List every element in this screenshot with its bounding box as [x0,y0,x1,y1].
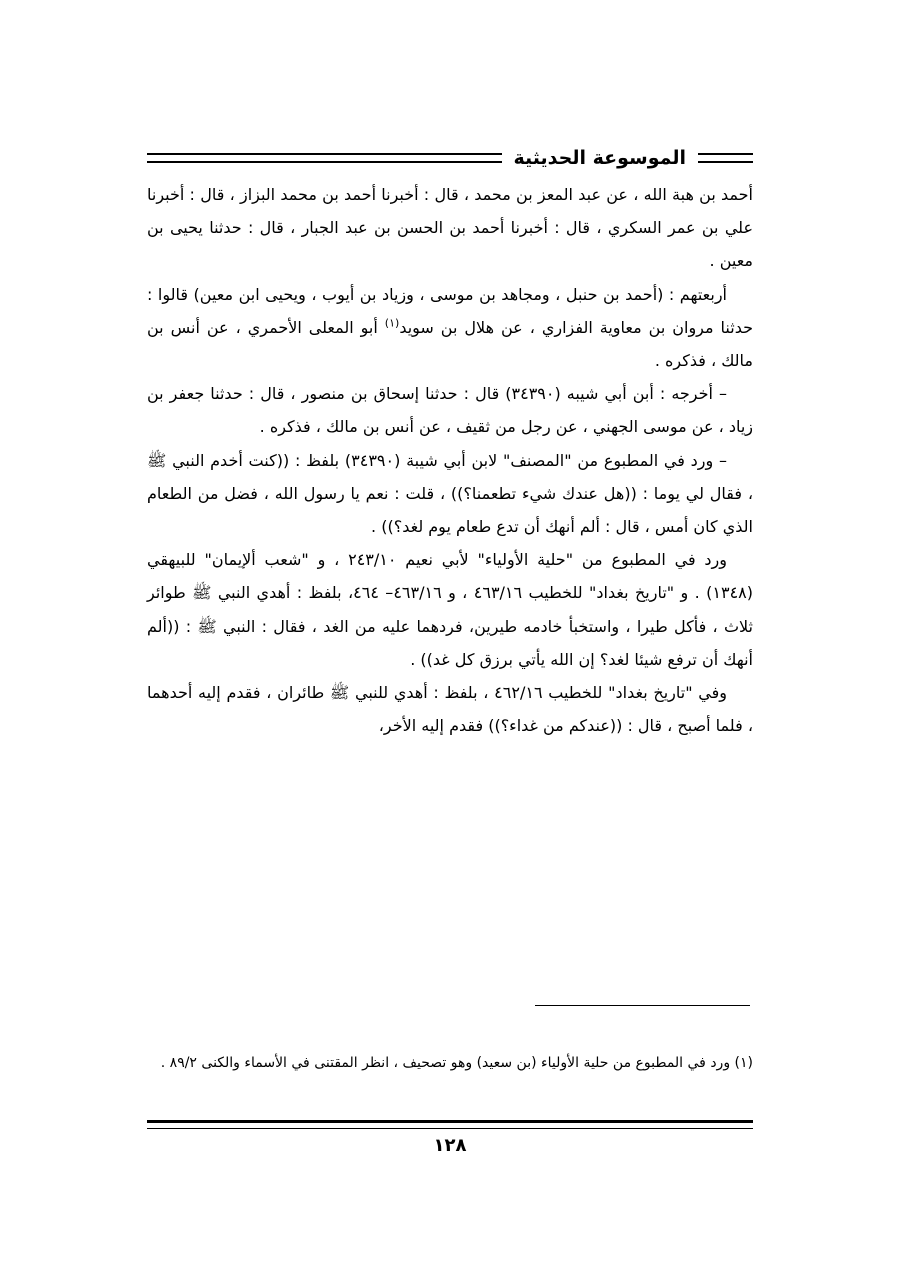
paragraph-1: أحمد بن هبة الله ، عن عبد المعز بن محمد ، قال : أخبرنا أحمد بن محمد البزاز ، قال : أخبرنا علي بن عمر السكري ، قال : أخبرنا أحمد بن الحسن بن عبد الجبار ، قال : حدثنا يحيى بن معين . [147,185,753,271]
footer-rule [147,1120,753,1129]
paragraph-2 [147,278,753,378]
paragraph-5: ورد في المطبوع من "حلية الأولياء" لأبي نعيم ٢٤٣/١٠ ، و "شعب ألإيمان" للبيهقي (١٣٤٨) . و "تاريخ بغداد" للخطيب ٤٦٣/١٦ ، و ٤٦٣/١٦– ٤٦٤، بلفظ : أهدي النبي ﷺ طوائر ثلاث ، فأكل طيرا ، واستخبأ خادمه طيرين، فردهما عليه من الغد ، فقال : النبي ﷺ : ((ألم أنهك أن ترفع شيئا لغد؟ إن الله يأتي برزق كل غد)) . [147,550,754,669]
paragraph-4: – ورد في المطبوع من "المصنف" لابن أبي شيبة (٣٤٣٩٠) بلفظ : ((كنت أخدم النبي ﷺ ، فقال لي يوما : ((هل عندك شيء تطعمنا؟)) ، قلت : نعم يا رسول الله ، فضل من الطعام الذي كان أمس ، قال : ألم أنهك أن تدع طعام يوم لغد؟)) . [147,450,753,537]
page-number: ١٢٨ [433,1135,467,1156]
running-header [147,140,753,176]
header-rule-right [698,153,753,163]
footnote: (١) ورد في المطبوع من حلية الأولياء (بن سعيد) وهو تصحيف ، انظر المقتنى في الأسماء والكنى ٨٩/٢ . [160,1055,753,1071]
main-text [147,178,753,742]
footnote-marker: (١) [384,316,400,330]
paragraph-2-end: أبو المعلى الأحمري ، عن أنس بن مالك ، فذكره . [147,317,753,371]
paragraph-6: وفي "تاريخ بغداد" للخطيب ٤٦٢/١٦ ، بلفظ : أهدي للنبي ﷺ طائران ، فقدم إليه أحدهما ، فلما أصبح ، قال : ((عندكم من غداء؟)) فقدم إليه الأخر، [147,683,753,736]
paragraph-2-start: أربعتهم : (أحمد بن حنبل ، ومجاهد بن موسى ، وزياد بن أيوب ، ويحيى ابن معين) قالوا : حدثنا مروان بن معاوية الفزاري ، عن هلال بن سويد [147,284,753,337]
header-rule-left [147,153,502,163]
footnote-separator [535,1005,750,1006]
paragraph-3: – أخرجه : أبن أبي شيبه (٣٤٣٩٠) قال : حدثنا إسحاق بن منصور ، قال : حدثنا جعفر بن زياد ، عن موسى الجهني ، عن رجل من ثقيف ، عن أنس بن مالك ، فذكره . [147,384,753,437]
header-title: الموسوعة الحديثية [513,147,686,169]
page-content [147,140,753,742]
